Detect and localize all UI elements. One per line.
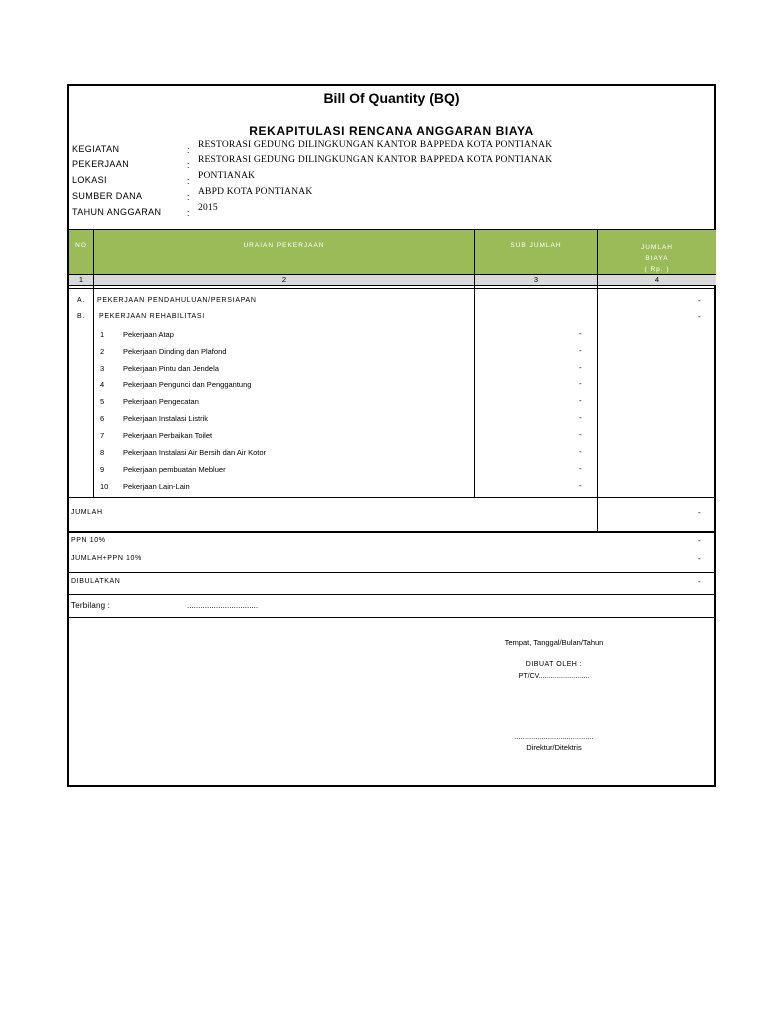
info-value-kegiatan: RESTORASI GEDUNG DILINGKUNGAN KANTOR BAPPEDA KOTA PONTIANAK	[198, 140, 553, 150]
col-divider-1	[93, 229, 94, 497]
item-no: 1	[100, 330, 105, 339]
section-value-b: -	[698, 312, 701, 321]
item-no: 10	[100, 482, 109, 491]
info-colon: :	[187, 160, 190, 170]
item-value: -	[579, 464, 582, 473]
item-value: -	[579, 447, 582, 456]
header-jumlah-line1: JUMLAH	[640, 244, 673, 251]
jumlah-ppn-label: JUMLAH+PPN 10%	[71, 555, 142, 562]
ppn-value: -	[698, 536, 701, 545]
col-divider-3	[597, 229, 598, 531]
made-by-label: DIBUAT OLEH :	[525, 661, 583, 668]
section-code-b: B.	[77, 313, 86, 320]
item-label: Pekerjaan Pintu dan Jendela	[123, 364, 219, 373]
item-value: -	[579, 413, 582, 422]
item-no: 5	[100, 397, 105, 406]
item-no: 3	[100, 364, 105, 373]
section-value-a: -	[698, 296, 701, 305]
item-value: -	[579, 430, 582, 439]
items-bottom-border	[69, 497, 714, 498]
header-uraian: URAIAN PEKERJAAN	[94, 230, 474, 274]
place-date: Tempat, Tanggal/Bulan/Tahun	[504, 638, 604, 647]
item-label: Pekerjaan Pengunci dan Penggantung	[123, 380, 252, 389]
colnum-1: 1	[69, 275, 93, 285]
item-value: -	[579, 363, 582, 372]
signature-line: ......................................	[514, 732, 594, 741]
document-subtitle: REKAPITULASI RENCANA ANGGARAN BIAYA	[249, 124, 534, 138]
header-no: NO	[69, 230, 93, 274]
item-label: Pekerjaan Pengecatan	[123, 397, 199, 406]
info-value-sumber-dana: ABPD KOTA PONTIANAK	[198, 187, 313, 197]
bq-sheet	[67, 84, 716, 787]
dibulatkan-value: -	[698, 577, 701, 586]
info-value-pekerjaan: RESTORASI GEDUNG DILINGKUNGAN KANTOR BAPPEDA KOTA PONTIANAK	[198, 155, 553, 165]
dibulatkan-label: DIBULATKAN	[71, 578, 121, 585]
section-label-a: PEKERJAAN PENDAHULUAN/PERSIAPAN	[97, 297, 257, 304]
info-value-tahun-anggaran: 2015	[198, 203, 218, 213]
header-jumlah-biaya	[598, 230, 716, 274]
info-value-lokasi: PONTIANAK	[198, 171, 256, 181]
header-jumlah-line3: ( Rp. )	[644, 266, 670, 273]
company-line: PT/CV..........................	[518, 673, 590, 680]
item-value: -	[579, 329, 582, 338]
item-label: Pekerjaan Instalasi Air Bersih dan Air Kotor	[123, 448, 266, 457]
terbilang-bottom-border	[69, 617, 714, 618]
colnum-4: 4	[598, 275, 716, 285]
ppn-bottom-border	[69, 572, 714, 573]
colnum-bottom-border	[69, 285, 714, 286]
section-code-a: A.	[77, 297, 86, 304]
item-label: Pekerjaan pembuatan Mebluer	[123, 465, 226, 474]
table-body-top-border	[69, 288, 714, 289]
info-label-pekerjaan: PEKERJAAN	[72, 159, 130, 169]
dibulatkan-bottom-border	[69, 594, 714, 595]
colnum-2: 2	[94, 275, 474, 285]
info-colon: :	[187, 192, 190, 202]
item-label: Pekerjaan Lain-Lain	[123, 482, 190, 491]
item-value: -	[579, 481, 582, 490]
colnum-3: 3	[475, 275, 597, 285]
col-divider-2	[474, 229, 475, 497]
item-label: Pekerjaan Atap	[123, 330, 174, 339]
signer-role: Direktur/Ditektris	[526, 743, 582, 752]
info-label-kegiatan: KEGIATAN	[72, 144, 120, 154]
terbilang-label: Terbilang :	[71, 601, 111, 610]
header-jumlah-line2: BIAYA	[645, 255, 669, 262]
item-value: -	[579, 379, 582, 388]
jumlah-ppn-value: -	[698, 554, 701, 563]
info-label-lokasi: LOKASI	[72, 175, 107, 185]
jumlah-value: -	[698, 508, 701, 517]
section-label-b: PEKERJAAN REHABILITASI	[99, 313, 205, 320]
jumlah-label: JUMLAH	[71, 509, 103, 516]
item-no: 2	[100, 347, 105, 356]
header-sub-jumlah: SUB JUMLAH	[475, 230, 597, 274]
info-label-tahun-anggaran: TAHUN ANGGARAN	[72, 207, 162, 217]
item-no: 6	[100, 414, 105, 423]
item-value: -	[579, 396, 582, 405]
terbilang-value: ................................	[187, 601, 259, 610]
info-colon: :	[187, 145, 190, 155]
item-label: Pekerjaan Perbaikan Toilet	[123, 431, 213, 440]
item-label: Pekerjaan Instalasi Listrik	[123, 414, 209, 423]
item-no: 8	[100, 448, 105, 457]
item-label: Pekerjaan Dinding dan Plafond	[123, 347, 227, 356]
document-title: Bill Of Quantity (BQ)	[323, 90, 460, 106]
info-label-sumber-dana: SUMBER DANA	[72, 191, 143, 201]
item-no: 4	[100, 380, 105, 389]
info-colon: :	[187, 208, 190, 218]
info-colon: :	[187, 176, 190, 186]
ppn-label: PPN 10%	[71, 537, 106, 544]
item-no: 9	[100, 465, 105, 474]
item-no: 7	[100, 431, 105, 440]
jumlah-bottom-border	[69, 531, 714, 533]
item-value: -	[579, 346, 582, 355]
